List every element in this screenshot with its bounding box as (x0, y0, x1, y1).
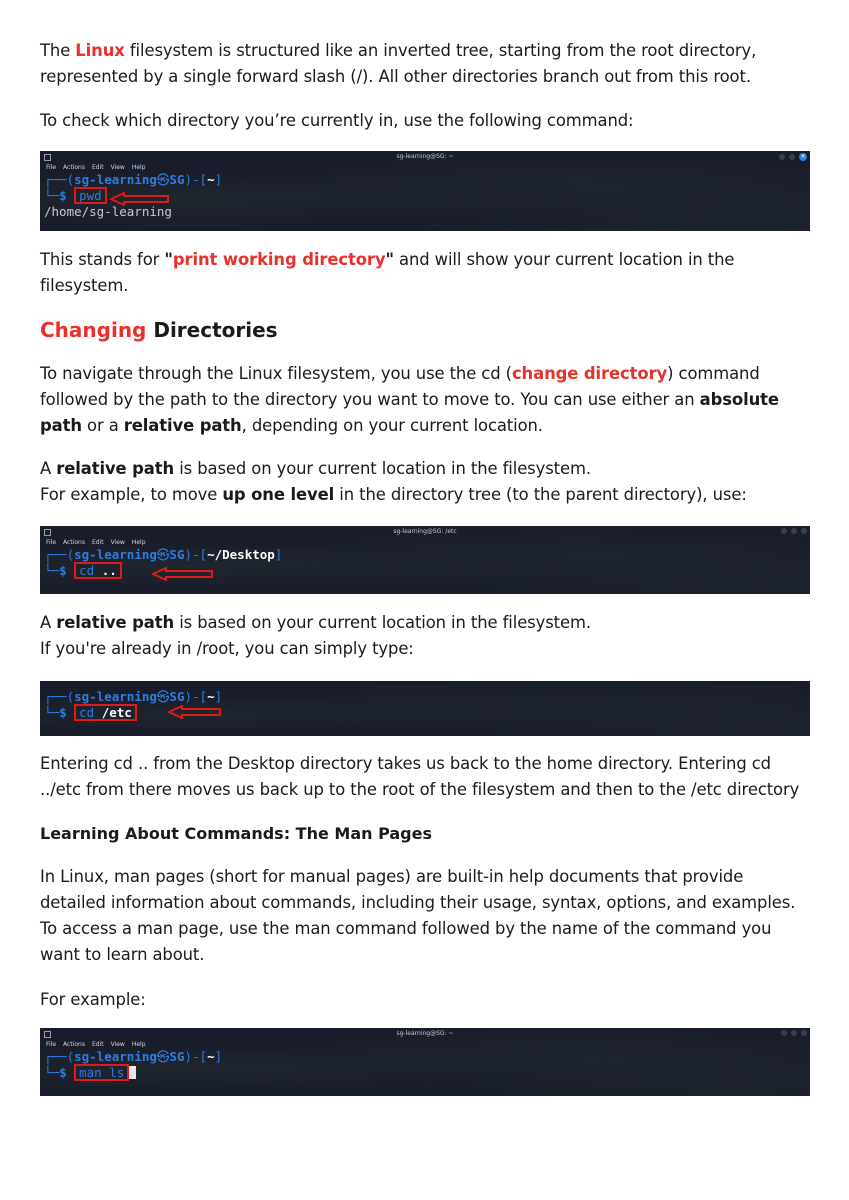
command-text: man ls (74, 1064, 129, 1081)
menu-edit[interactable]: Edit (91, 164, 104, 171)
command-line: └─$ pwd (40, 187, 810, 204)
print-working-directory-highlight: print working directory (172, 250, 386, 269)
intro-paragraph (40, 38, 810, 90)
window-title: sg-learning@SG: ~ (396, 153, 454, 160)
maximize-icon[interactable] (789, 154, 795, 160)
relative-path-paragraph-2: A relative path is based on your current location in the filesystem. If you're already in /root, you can simply type: (40, 613, 591, 658)
window-title: sg-learning@SG: /etc (393, 528, 457, 535)
command-line: └─$ cd /etc (40, 704, 810, 721)
menu-actions[interactable]: Actions (63, 1041, 85, 1048)
annotation-arrow-icon (168, 705, 222, 719)
command-text: cd /etc (74, 704, 137, 721)
terminal-titlebar (40, 526, 810, 538)
linux-highlight: Linux (75, 41, 125, 60)
prompt-host: SG (169, 172, 185, 187)
command-text: cd .. (74, 562, 122, 579)
menu-view[interactable]: View (110, 1041, 125, 1048)
up-one-level-bold: up one level (222, 485, 335, 504)
absolute-path-bold: absolute path (40, 390, 779, 435)
text: " (385, 250, 394, 269)
terminal-pwd (40, 151, 810, 231)
maximize-icon[interactable] (791, 528, 797, 534)
command-line: └─$ cd .. (40, 562, 810, 579)
man-pages-paragraph: In Linux, man pages (short for manual pages) are built-in help documents that provide detailed information about commands, including their usage, syntax, options, and examples. To access a man page, use the man command followed by the name of the command you want to learn about. (40, 867, 796, 964)
menu-actions[interactable]: Actions (63, 164, 85, 171)
menu-edit[interactable]: Edit (91, 539, 104, 546)
heading-red: Changing (40, 318, 147, 342)
menu-file[interactable]: File (46, 164, 57, 171)
window-controls (781, 1030, 807, 1036)
relative-path-paragraph-1: A relative path is based on your current location in the filesystem. For example, to move up one level in the directory tree (to the parent directory), use: (40, 459, 747, 504)
terminal-titlebar (40, 1028, 810, 1040)
heading-rest: Directories (146, 318, 278, 342)
terminal-titlebar (40, 151, 810, 163)
minimize-icon[interactable] (781, 1030, 787, 1036)
window-title: sg-learning@SG: ~ (396, 1030, 454, 1037)
terminal-cd-parent (40, 526, 810, 594)
for-example-paragraph: For example: (40, 990, 146, 1009)
terminal-menubar (40, 1040, 810, 1049)
menu-help[interactable]: Help (131, 164, 146, 171)
menu-help[interactable]: Help (131, 1041, 146, 1048)
terminal-menubar (40, 538, 810, 547)
menu-view[interactable]: View (110, 539, 125, 546)
check-directory-paragraph: To check which directory you’re currently in, use the following command: (40, 111, 634, 130)
command-text: pwd (74, 187, 107, 204)
minimize-icon[interactable] (779, 154, 785, 160)
menu-edit[interactable]: Edit (91, 1041, 104, 1048)
cd-intro-paragraph: To navigate through the Linux filesystem, you use the cd (change directory) command followed by the path to the directory you want to move to. You can use either an absolute path or a relative path, depending on your current location. (40, 364, 779, 435)
text: The (40, 41, 76, 60)
window-controls (781, 528, 807, 534)
command-line: └─$ man ls (40, 1064, 810, 1081)
maximize-icon[interactable] (791, 1030, 797, 1036)
menu-file[interactable]: File (46, 539, 57, 546)
menu-file[interactable]: File (46, 1041, 57, 1048)
command-output: /home/sg-learning (44, 204, 172, 219)
text: " (164, 250, 173, 269)
prompt-dir: ~/Desktop (207, 547, 275, 562)
window-controls (779, 153, 807, 161)
text: filesystem is structured like an inverted tree, starting from the root directory, represented by a single forward slash (/). All other directories branch out from this root. (40, 41, 757, 86)
prompt-user: sg-learning (74, 172, 157, 187)
menu-view[interactable]: View (110, 164, 125, 171)
terminal-man-ls (40, 1028, 810, 1096)
terminal-cd-etc (40, 681, 810, 736)
close-icon[interactable] (801, 1030, 807, 1036)
pwd-explanation-paragraph (40, 247, 810, 299)
prompt-line: ┌──(sg-learning㉿SG)-[~] (44, 689, 223, 704)
text: and will show your current location in the filesystem. (40, 250, 735, 295)
section-heading-man-pages: Learning About Commands: The Man Pages (40, 824, 432, 843)
terminal-cursor (129, 1066, 136, 1079)
prompt-line: ┌──(sg-learning㉿SG)-[~] (44, 172, 223, 187)
menu-actions[interactable]: Actions (63, 539, 85, 546)
relative-path-bold: relative path (123, 416, 242, 435)
prompt-line: ┌──(sg-learning㉿SG)-[~] (44, 1049, 223, 1064)
change-directory-highlight: change directory (511, 364, 668, 383)
close-icon[interactable] (801, 528, 807, 534)
text: This stands for (40, 250, 165, 269)
prompt-line: ┌──(sg-learning㉿SG)-[~/Desktop] (44, 547, 283, 562)
prompt-dir: ~ (207, 172, 215, 187)
close-icon[interactable]: ✕ (800, 153, 806, 160)
annotation-arrow-icon (152, 567, 214, 581)
terminal-menubar (40, 163, 810, 172)
menu-help[interactable]: Help (131, 539, 146, 546)
cd-explanation-paragraph: Entering cd .. from the Desktop directory takes us back to the home directory. Entering cd ../etc from there moves us back up to the root of the filesystem and then to the /etc directory (40, 754, 800, 799)
minimize-icon[interactable] (781, 528, 787, 534)
section-heading-changing-directories (40, 316, 278, 344)
